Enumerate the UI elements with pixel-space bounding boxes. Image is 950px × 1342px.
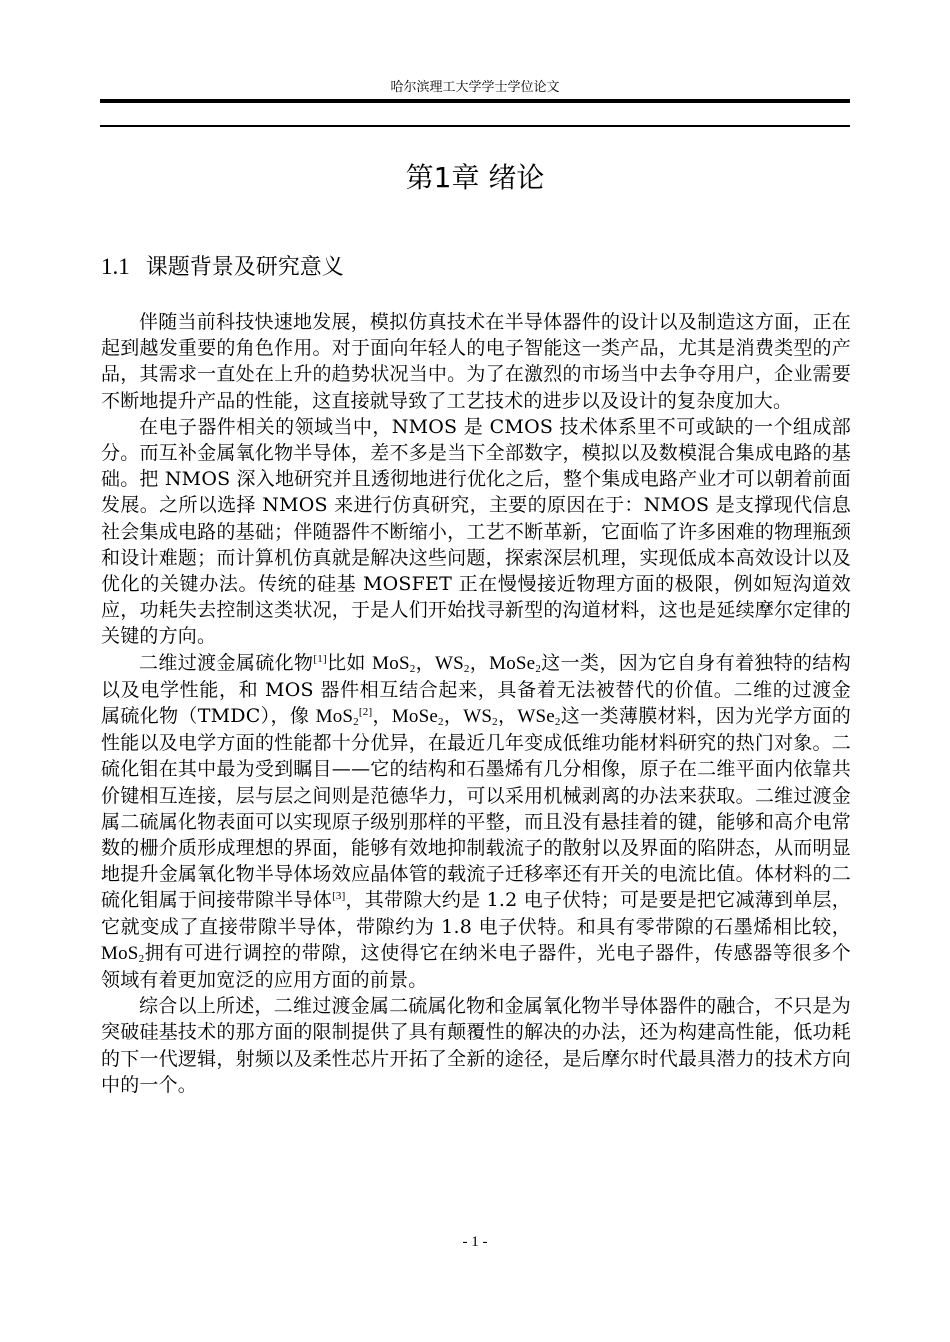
body-text <box>101 309 851 1098</box>
subscript: 2 <box>438 716 444 729</box>
p3-text-4: ， <box>469 651 490 674</box>
p3-text-3: ， <box>415 651 435 674</box>
subscript: 2 <box>353 716 359 729</box>
formula-wse2: WSe <box>517 706 555 728</box>
formula-mos2-c: MoS <box>101 942 139 964</box>
paragraph-4: 综合以上所述，二维过渡金属二硫属化物和金属氧化物半导体器件的融合，不只是为突破硅基技术的那方面的限制提供了具有颠覆性的解决的办法，还为构建高性能，低功耗的下一代逻辑，射频以及柔性芯片开拓了全新的途径，是后摩尔时代最具潜力的技术方向中的一个。 <box>101 995 851 1096</box>
citation-2: [2] <box>358 706 373 719</box>
p3-text-10: ，其带隙大约是 1.2 电子伏特；可是要是把它减薄到单层，它就变成了直接带隙半导体，带隙约为 1.8 电子伏特。和具有零带隙的石墨烯相比较， <box>101 889 851 938</box>
section-number: 1.1 <box>101 254 130 279</box>
paragraph-2: 在电子器件相关的领域当中，NMOS 是 CMOS 技术体系里不可或缺的一个组成部分。而互补金属氧化物半导体，差不多是当下全部数字，模拟以及数模混合集成电路的基础。把 NMOS 深入地研究并且透彻地进行优化之后，整个集成电路产业才可以朝着前面发展。之所以选择 NMOS 来进行仿真研究，主要的原因在于：NMOS 是支撑现代信息社会集成电路的基础；伴随器件不断缩小，工艺不断革新，它面临了许多困难的物理瓶颈和设计难题；而计算机仿真就是解决这些问题，探索深层机理，实现低成本高效设计以及优化的关键办法。传统的硅基 MOSFET 正在慢慢接近物理方面的极限，例如短沟道效应，功耗失去控制这类状况，于是人们开始找寻新型的沟道材料，这也是延续摩尔定律的关键的方向。 <box>101 415 851 648</box>
formula-mos2: MoS <box>372 652 410 674</box>
subscript: 2 <box>409 662 416 675</box>
subscript: 2 <box>554 716 561 729</box>
subscript: 2 <box>535 662 542 675</box>
subscript: 2 <box>492 716 498 729</box>
paragraph-3 <box>101 650 851 994</box>
formula-mos2-b: MoS <box>315 706 354 728</box>
section-heading <box>101 250 344 281</box>
formula-ws2-b: WS <box>463 706 493 728</box>
p3-text-1: 二维过渡金属硫化物 <box>139 651 314 674</box>
p3-text-7: ， <box>443 705 464 728</box>
page-number: - 1 - <box>462 1234 488 1250</box>
p3-text-11: 拥有可进行调控的带隙，这使得它在纳米电子器件，光电子器件，传感器等很多个领域有着更加宽泛的应用方面的前景。 <box>101 941 851 992</box>
p3-text-5: 这一类，因为它自身有着独特的结构以及电学性能，和 MOS 器件相互结合起来，具备着无法被替代的价值。二维的过渡金属硫化物（TMDC），像 <box>101 651 852 728</box>
citation-1: [1] <box>313 652 327 665</box>
p3-text-2: 比如 <box>326 651 373 674</box>
section-title: 课题背景及研究意义 <box>145 255 344 280</box>
formula-mose2: MoSe <box>489 652 536 674</box>
p3-text-8: ， <box>497 705 518 728</box>
header-rule-thick <box>100 99 850 103</box>
citation-3: [3] <box>332 890 346 903</box>
running-header: 哈尔滨理工大学学士学位论文 <box>390 80 560 95</box>
paragraph-1: 伴随当前科技快速地发展，模拟仿真技术在半导体器件的设计以及制造这方面，正在起到越发重要的角色作用。对于面向年轻人的电子智能这一类产品，尤其是消费类型的产品，其需求一直处在上升的趋势状况当中。为了在激烈的市场当中去争夺用户，企业需要不断地提升产品的性能，这直接就导致了工艺技术的进步以及设计的复杂度加大。 <box>101 311 851 412</box>
formula-ws2: WS <box>434 652 464 674</box>
formula-mose2-b: MoSe <box>391 706 439 728</box>
p3-text-9: 这一类薄膜材料，因为光学方面的性能以及电学方面的性能都十分优异，在最近几年变成低维功能材料研究的热门对象。二硫化钼在其中最为受到瞩目——它的结构和石墨烯有几分相像，原子在二维平面内依靠共价键相互连接，层与层之间则是范德华力，可以采用机械剥离的办法来获取。二维过渡金属二硫属化物表面可以实现原子级别那样的平整，而且没有悬挂着的键，能够和高介电常数的栅介质形成理想的界面，能够有效地抑制载流子的散射以及界面的陷阱态，从而明显地提升金属氧化物半导体场效应晶体管的载流子迁移率还有开关的电流比值。体材料的二硫化钼属于间接带隙半导体 <box>101 705 851 912</box>
p3-text-6: ， <box>372 705 392 728</box>
subscript: 2 <box>138 952 145 965</box>
subscript: 2 <box>463 662 470 675</box>
header-rule-thin <box>100 125 850 127</box>
chapter-title: 第1章 绪论 <box>405 161 545 194</box>
